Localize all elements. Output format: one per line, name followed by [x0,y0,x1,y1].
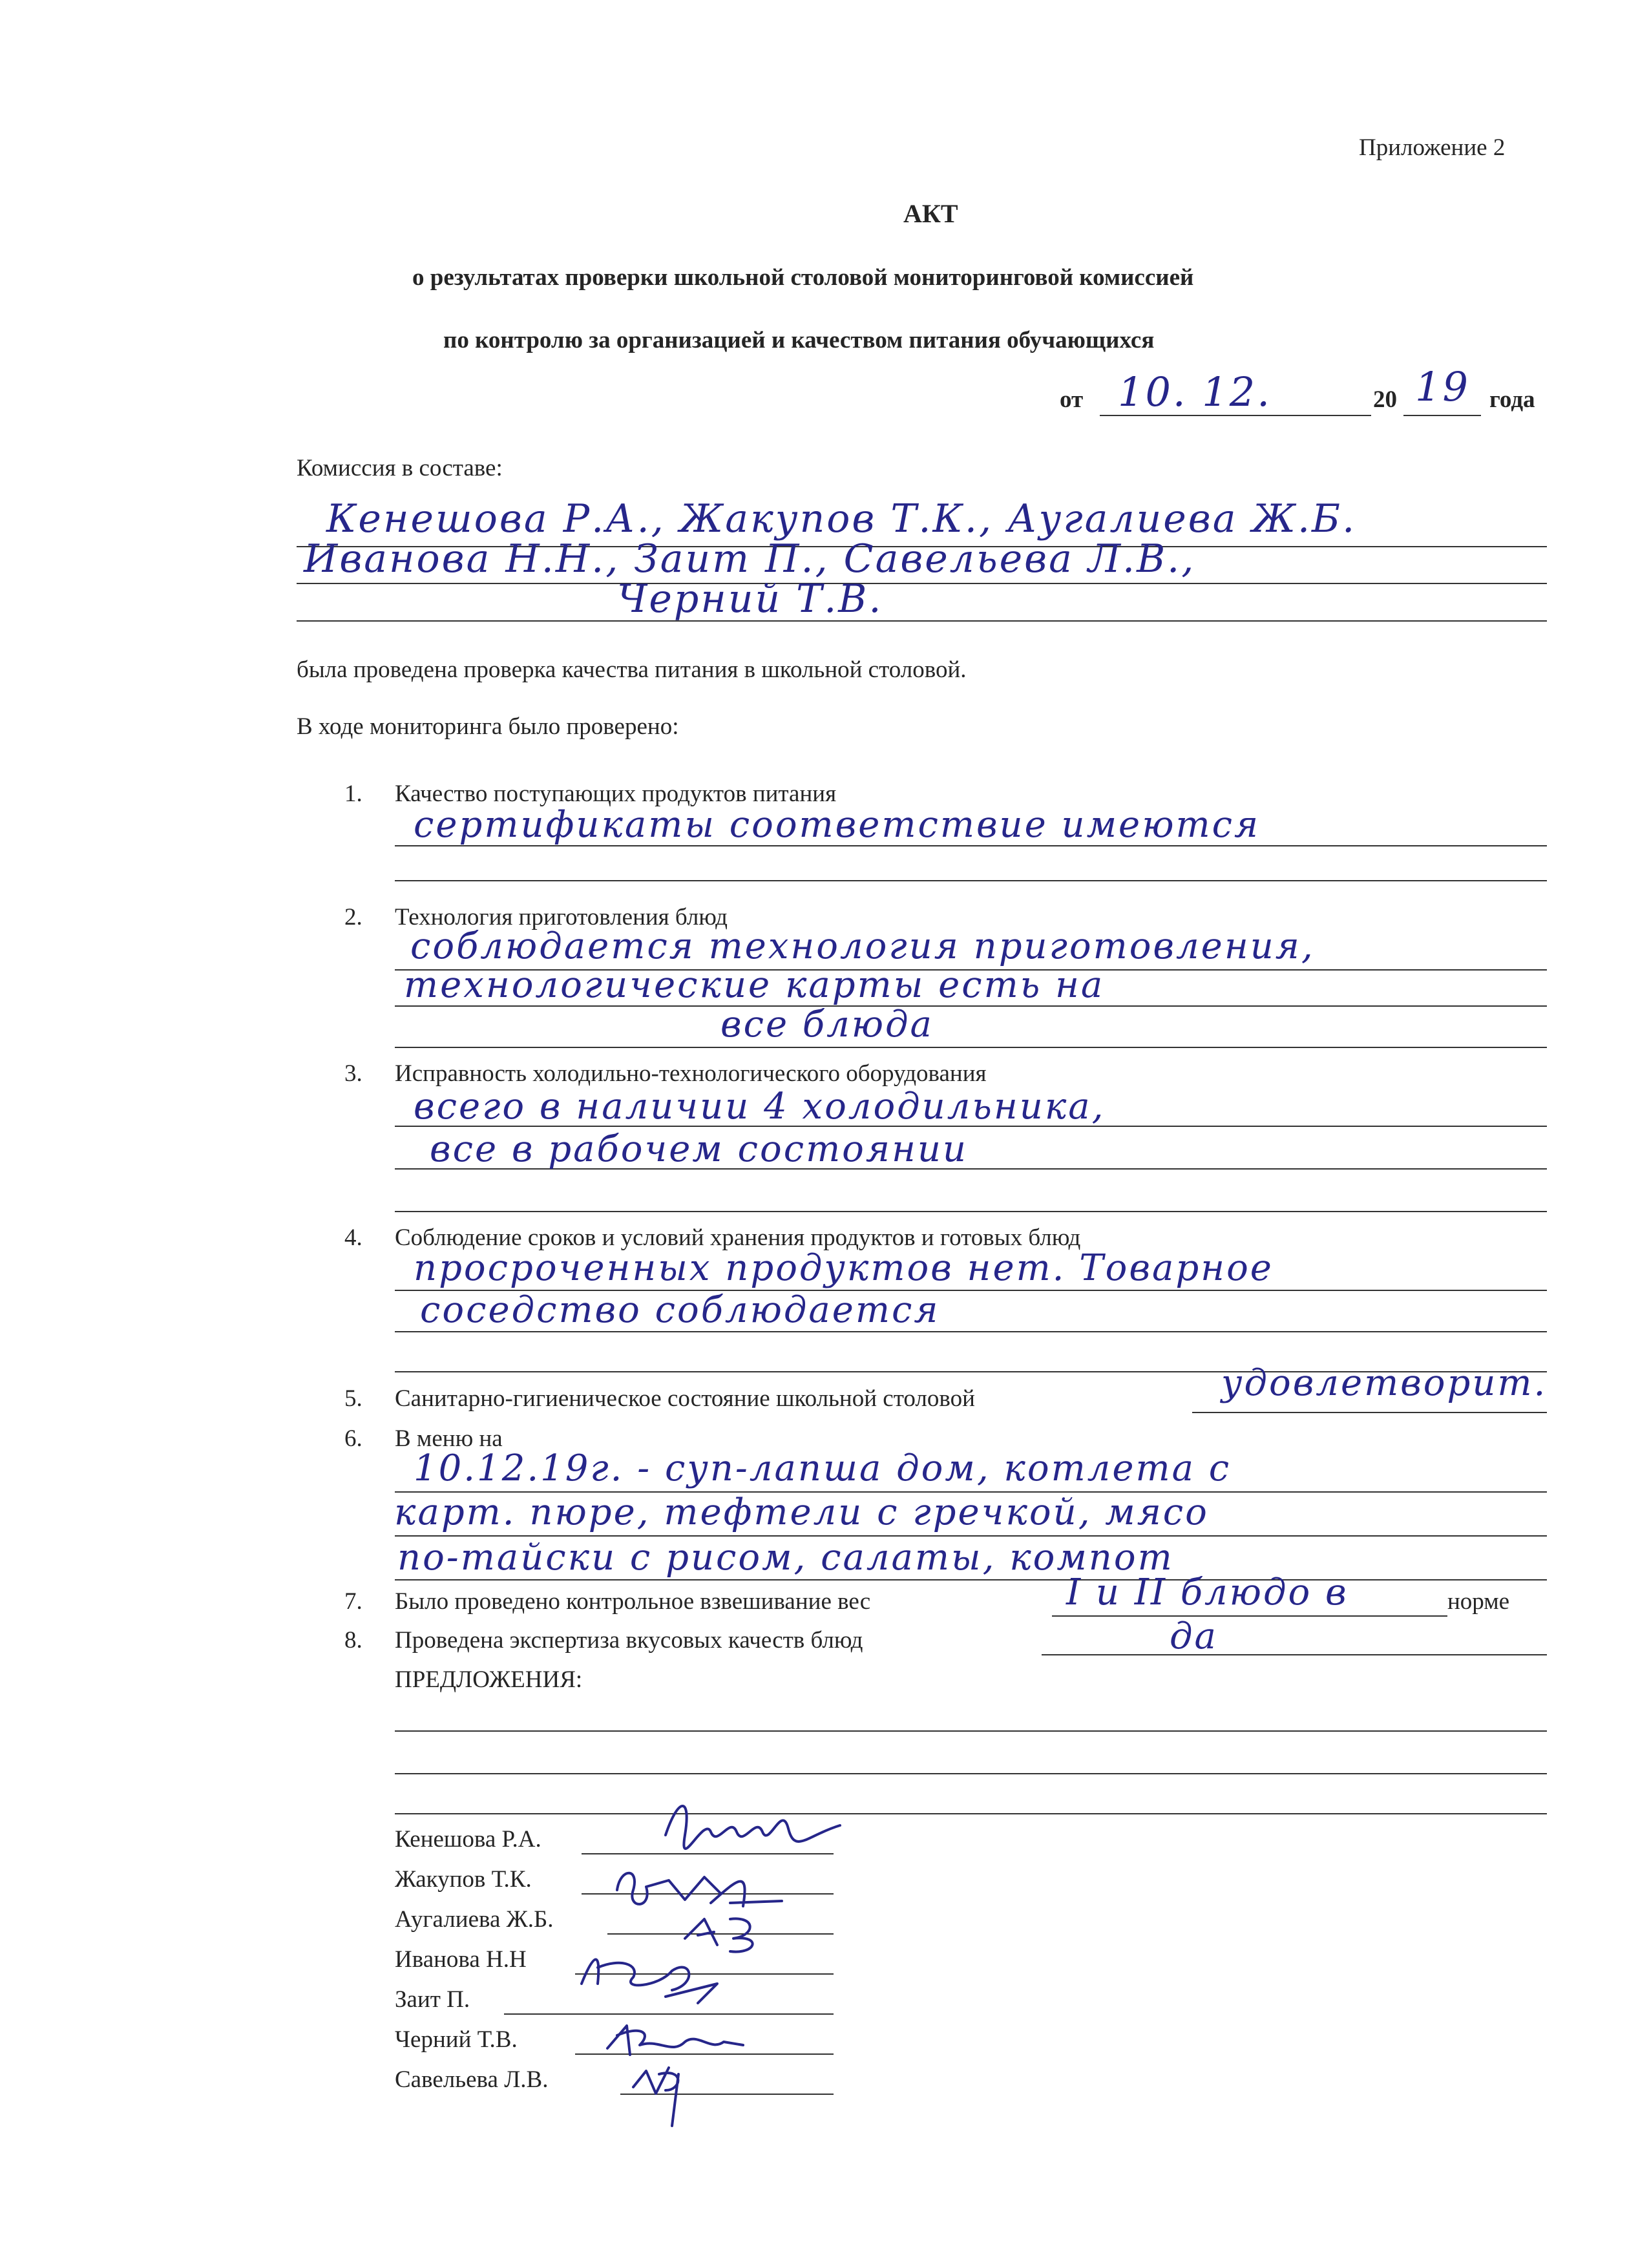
signatory-name: Кенешова Р.А. [395,1826,541,1853]
item-label: Качество поступающих продуктов питания [395,781,837,807]
item-number: 5. [344,1385,362,1412]
date-year: 19 [1415,363,1470,410]
item-answer: все блюда [720,1003,934,1045]
item-number: 2. [344,904,362,930]
signature-image [659,1790,853,1861]
item-number: 1. [344,781,362,807]
item-label: Технология приготовления блюд [395,904,728,930]
item-answer: да [1170,1615,1218,1657]
item-label: Было проведено контрольное взвешивание вес [395,1588,871,1615]
check-done-text: была проведена проверка качества питания в школьной столовой. [297,656,967,683]
item-label: Исправность холодильно-технологического оборудования [395,1060,987,1087]
item-label: Соблюдение сроков и условий хранения продуктов и готовых блюд [395,1224,1081,1251]
monitoring-label: В ходе мониторинга было проверено: [297,713,679,740]
commission-line-3: Черний Т.В. [617,576,883,622]
item-answer: соблюдается технология приготовления, [410,925,1315,967]
signatory-name: Черний Т.В. [395,2026,518,2053]
date-suffix: года [1489,386,1535,413]
commission-line-1: Кенешова Р.А., Жакупов Т.К., Аугалиева Ж.Б. [326,496,1357,541]
document-subtitle-1: о результатах проверки школьной столовой мониторинговой комиссией [412,264,1194,291]
date-prefix: от [1060,386,1084,413]
appendix-label: Приложение 2 [1359,134,1506,161]
item-suffix: норме [1447,1588,1510,1615]
item-number: 4. [344,1224,362,1251]
signatory-name: Жакупов Т.К. [395,1866,532,1893]
item-answer: все в рабочем состоянии [430,1128,968,1170]
item-answer: всего в наличии 4 холодильника, [414,1086,1106,1128]
item-answer: по-тайски с рисом, салаты, компот [397,1537,1174,1579]
item-answer: удовлетворит. [1221,1362,1548,1404]
item-answer: просроченных продуктов нет. Товарное [414,1247,1274,1289]
item-answer: сертификаты соответствие имеются [414,804,1261,846]
signatory-name: Аугалиева Ж.Б. [395,1906,554,1933]
date-century: 20 [1373,386,1397,413]
item-number: 6. [344,1425,362,1452]
item-answer: технологические карты есть на [404,964,1105,1006]
commission-line-2: Иванова Н.Н., Заит П., Савельева Л.В., [304,536,1196,582]
item-number: 8. [344,1627,362,1654]
item-label: Проведена экспертиза вкусовых качеств блюд [395,1627,863,1654]
signatory-name: Иванова Н.Н [395,1946,527,1973]
item-label: В меню на [395,1425,503,1452]
signature-image [569,1938,750,2010]
signatory-name: Заит П. [395,1986,470,2013]
item-label: Санитарно-гигиеническое состояние школьной столовой [395,1385,975,1412]
item-answer: 10.12.19г. - суп-лапша дом, котлета с [414,1447,1232,1489]
item-answer: соседство соблюдается [420,1289,940,1331]
proposals-label: ПРЕДЛОЖЕНИЯ: [395,1666,583,1693]
date-day-month: 10. 12. [1118,368,1272,415]
signatory-name: Савельева Л.В. [395,2066,549,2093]
item-number: 3. [344,1060,362,1087]
document-title: АКТ [903,199,958,228]
item-number: 7. [344,1588,362,1615]
item-answer: I и II блюдо в [1066,1571,1349,1613]
commission-label: Комиссия в составе: [297,455,503,481]
document-subtitle-2: по контролю за организацией и качеством питания обучающихся [443,327,1155,353]
signature-image [620,2055,711,2132]
item-answer: карт. пюре, тефтели с гречкой, мясо [394,1491,1209,1533]
